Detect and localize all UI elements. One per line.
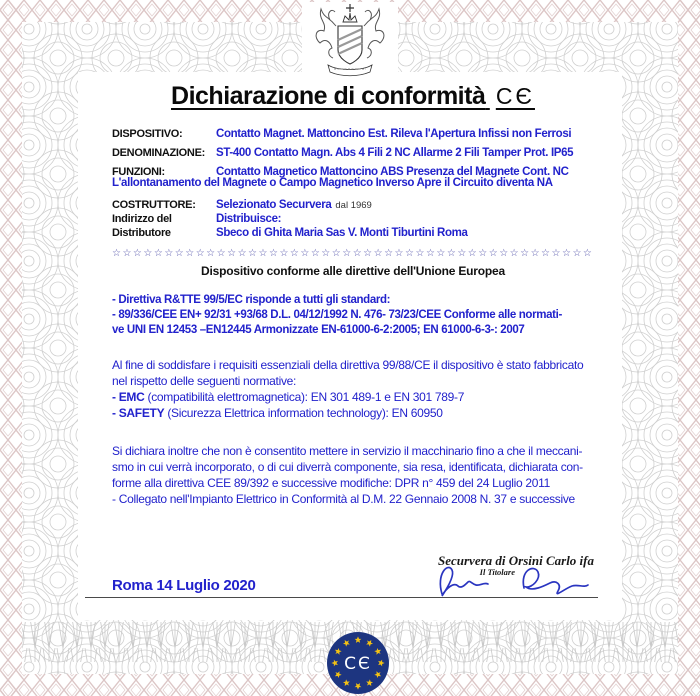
signature-role: Il Titolare xyxy=(479,567,515,577)
coat-of-arms xyxy=(302,2,398,78)
field-distributore xyxy=(112,227,594,239)
indirizzo-label: Indirizzo del xyxy=(112,213,172,225)
conformity-heading: Dispositivo conforme alle direttive dell'Unione Europea xyxy=(201,264,505,278)
title-text: Dichiarazione di conformità xyxy=(171,82,486,110)
certificate-body xyxy=(78,74,622,620)
funzioni-label: FUNZIONI: xyxy=(112,166,165,178)
directive-line: - Direttiva R&TTE 99/5/EC risponde a tutti gli standard: xyxy=(112,294,391,306)
funzioni-value: Contatto Magnetico Mattoncino ABS Presenza del Magnete Cont. NC xyxy=(216,166,569,178)
signature-company: Securvera di Orsini Carlo ifa xyxy=(437,553,594,568)
emc-label: - EMC xyxy=(112,390,145,404)
declaration-line: Si dichiara inoltre che non è consentito mettere in servizio il macchinario fino a che il meccani- xyxy=(112,444,583,458)
device-fields xyxy=(112,128,594,239)
place-date: Roma 14 Luglio 2020 xyxy=(112,577,256,594)
costruttore-note: dal 1969 xyxy=(335,200,372,211)
dispositivo-label: DISPOSITIVO: xyxy=(112,128,183,140)
directive-line: - 89/336/CEE EN+ 92/31 +93/68 D.L. 04/12/1992 N. 476- 73/23/CEE Conforme alle normati- xyxy=(112,309,562,321)
distributore-label: Distributore xyxy=(112,227,171,239)
denominazione-value: ST-400 Contatto Magn. Abs 4 Fili 2 NC Allarme 2 Fili Tamper Prot. IP65 xyxy=(216,147,574,159)
field-dispositivo xyxy=(112,128,594,140)
requirements-line: nel rispetto delle seguenti normative: xyxy=(112,374,297,388)
requirements-paragraph xyxy=(112,357,594,421)
safety-line: - SAFETY (Sicurezza Elettrica information technology): EN 60950 xyxy=(112,406,443,420)
funzioni-value-line2: L'allontanamento del Magnete o Campo Magnetico Inverso Apre il Circuito diventa NA xyxy=(112,177,553,189)
costruttore-value: Selezionato Securvera dal 1969 xyxy=(216,199,372,211)
dispositivo-value: Contatto Magnet. Mattoncino Est. Rileva l'Apertura Infissi non Ferrosi xyxy=(216,128,572,140)
declaration-line: forme alla direttiva CEE 89/392 e successive modifiche: DPR n° 459 del 24 Luglio 2011 xyxy=(112,476,551,490)
ce-eu-badge-icon xyxy=(326,631,390,695)
denominazione-label: DENOMINAZIONE: xyxy=(112,147,205,159)
field-denominazione xyxy=(112,147,594,159)
directive-line: ve UNI EN 12453 –EN12445 Armonizzate EN-61000-6-2:2005; EN 61000-6-3-: 2007 xyxy=(112,324,525,336)
costruttore-label: COSTRUTTORE: xyxy=(112,199,196,211)
safety-label: - SAFETY xyxy=(112,406,165,420)
page-title xyxy=(112,82,594,111)
star-separator: ☆☆☆☆☆☆☆☆☆☆☆☆☆☆☆☆☆☆☆☆☆☆☆☆☆☆☆☆☆☆☆☆☆☆☆☆☆☆☆☆☆☆☆☆☆☆ xyxy=(112,248,594,259)
ce-badge-text: CЄ xyxy=(344,654,372,674)
indirizzo-value: Distribuisce: xyxy=(216,213,282,225)
requirements-line: Al fine di soddisfare i requisiti essenziali della direttiva 99/88/CE il dispositivo è stato fabbricato xyxy=(112,358,584,372)
declaration-line: smo in cui verrà incorporato, o di cui diverrà componente, sia resa, identificata, dichiarata con- xyxy=(112,460,583,474)
field-indirizzo xyxy=(112,213,594,225)
directives-paragraph xyxy=(112,293,594,338)
declaration-paragraph xyxy=(112,443,594,507)
signature-baseline xyxy=(85,597,598,598)
ce-mark-title: CЄ xyxy=(495,83,535,109)
distributore-value: Sbeco di Ghita Maria Sas V. Monti Tiburtini Roma xyxy=(216,227,468,239)
emc-line: - EMC (compatibilità elettromagnetica): EN 301 489-1 e EN 301 789-7 xyxy=(112,390,465,404)
field-costruttore xyxy=(112,199,594,211)
declaration-line: - Collegato nell'Impianto Elettrico in Conformità al D.M. 22 Gennaio 2008 N. 37 e successive xyxy=(112,492,575,506)
